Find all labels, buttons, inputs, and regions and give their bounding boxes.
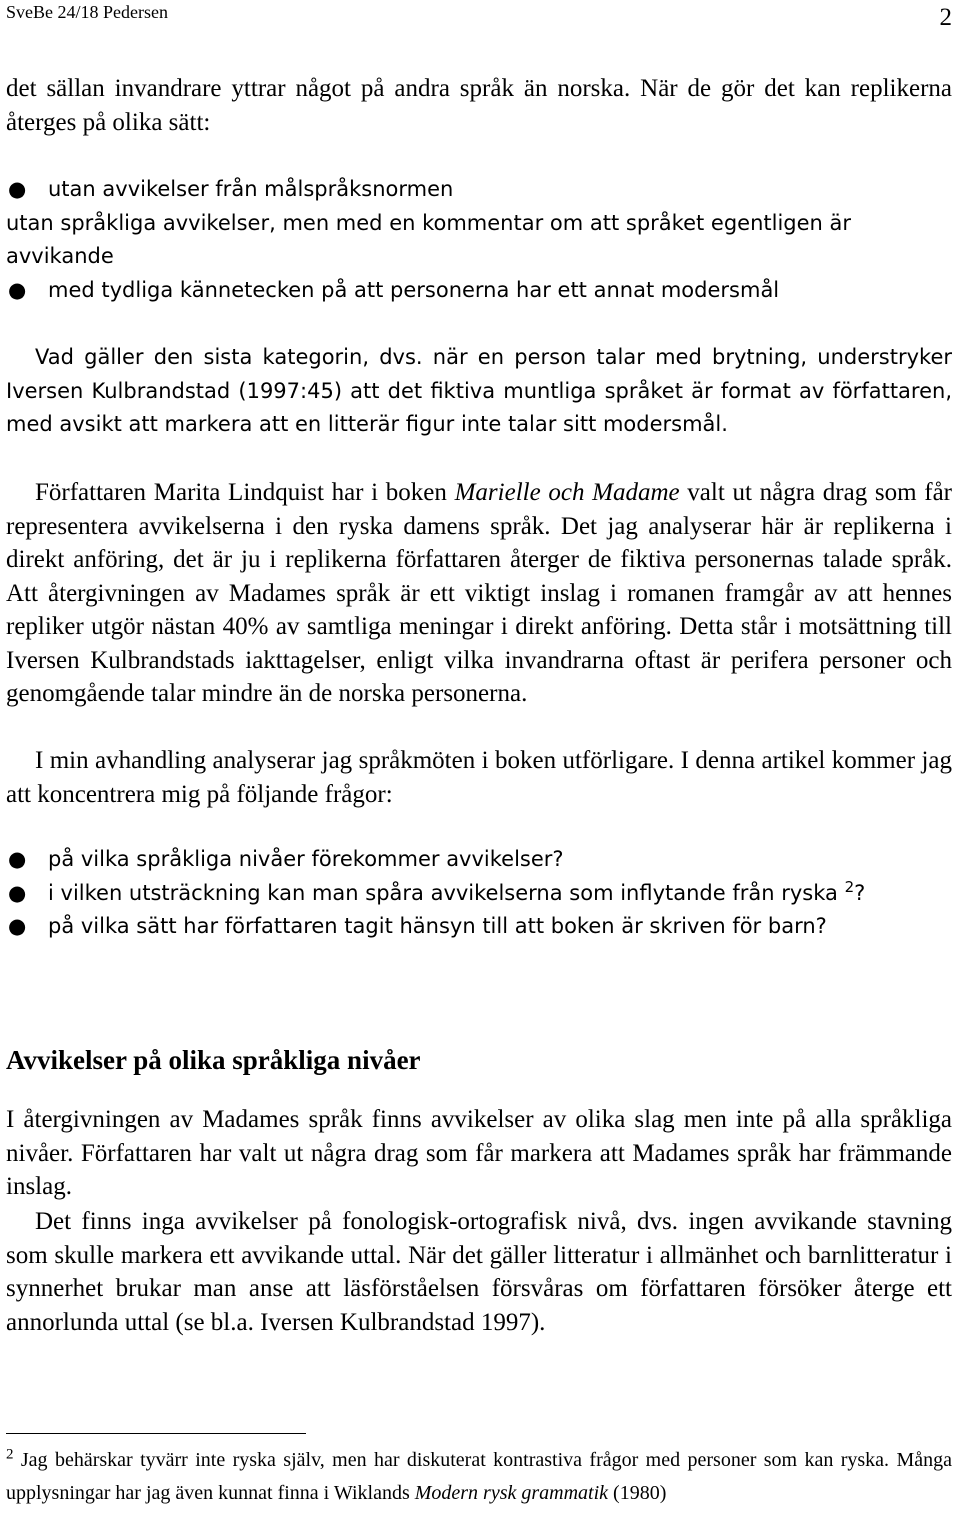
bullet-icon: ●: [8, 277, 27, 302]
list-item: [6, 843, 952, 877]
footnote: [6, 1444, 952, 1510]
paragraph-thesis: I min avhandling analyserar jag språkmöten i boken utförligare. I denna artikel kommer jag att koncentrera mig på följande frågor:: [6, 747, 952, 808]
page-number: 2: [939, 4, 952, 31]
question-list: [6, 843, 952, 944]
list-item: [6, 274, 952, 308]
paragraph-text: valt ut några drag som får representera avvikelserna i den ryska damens språk. Det jag analyserar här är replikerna i direkt anföring, det är ju i replikerna författaren återger de fiktiva personernas talade språk. Att återgivningen av Madames språk är ett viktigt inslag i romanen framgår av att hennes repliker utgör nästan 40% av samtliga meningar i direkt anföring. Detta står i motsättning till Iversen Kulbrandstads iakttagelser, enligt vilka invandrarna oftast är perifera personer och genomgående talar mindre än de norska personerna.: [6, 479, 953, 707]
list-item: [0, 207, 952, 274]
list-item: [6, 910, 952, 944]
intro-paragraph: det sällan invandrare yttrar något på andra språk än norska. När de gör det kan replikerna återges på olika sätt:: [6, 75, 952, 136]
paragraph-text: Författaren Marita Lindquist har i boken: [35, 479, 455, 506]
footnote-reference: 2: [844, 877, 855, 896]
paragraph-fonologisk: Det finns inga avvikelser på fonologisk-ortografisk nivå, dvs. ingen avvikande stavning som skulle markera ett avvikande uttal. När det gäller litteratur i allmänhet och barnlitteratur i synnerhet brukar man anse att läsförståelsen försvåras om författaren försöker återge ett annorlunda uttal (se bl.a. Iversen Kulbrandstad 1997).: [6, 1208, 952, 1336]
list-item-text: i vilken utsträckning kan man spåra avvikelserna som inflytande från ryska: [48, 880, 838, 905]
list-item: [6, 877, 952, 911]
book-title: Marielle och Madame: [454, 479, 680, 506]
footnote-divider: [6, 1433, 306, 1434]
bullet-icon: ●: [8, 177, 27, 201]
footnote-text: (1980): [608, 1482, 667, 1504]
running-header: SveBe 24/18 Pedersen: [6, 2, 168, 22]
bullet-icon: ●: [8, 914, 27, 938]
section-heading: Avvikelser på olika språkliga nivåer: [6, 1045, 421, 1075]
footnote-text: Jag behärskar tyvärr inte ryska själv, men har diskuterat kontrastiva frågor med personer som kan ryska. Många upplysningar har jag även kunnat finna i Wiklands: [6, 1449, 952, 1504]
bullet-icon: ●: [8, 880, 27, 905]
footnote-number: 2: [6, 1446, 14, 1463]
list-item-text: på vilka sätt har författaren tagit hänsyn till att boken är skriven för barn?: [48, 914, 827, 938]
paragraph-category: Vad gäller den sista kategorin, dvs. när en person talar med brytning, understryker Iversen Kulbrandstad (1997:45) att det fiktiva muntliga språket är format av författaren, med avsikt att markera att en litterär figur inte talar sitt modersmål.: [6, 345, 952, 436]
list-item-text: på vilka språkliga nivåer förekommer avvikelser?: [48, 847, 564, 871]
list-item-text: utan språkliga avvikelser, men med en kommentar om att språket egentligen är avvikande: [6, 210, 852, 268]
list-item-text: med tydliga kännetecken på att personerna har ett annat modersmål: [48, 277, 780, 302]
bullet-icon: ●: [8, 847, 27, 871]
list-item-text: utan avvikelser från målspråksnormen: [48, 177, 454, 201]
paragraph-avvikelser: I återgivningen av Madames språk finns avvikelser av olika slag men inte på alla språkliga nivåer. Författaren har valt ut några drag som får markera att Madames språk har främmande inslag.: [6, 1106, 952, 1200]
list-item-text: ?: [854, 880, 866, 905]
footnote-book-title: Modern rysk grammatik: [414, 1482, 609, 1504]
paragraph-lindquist: [6, 476, 952, 711]
list-item: [6, 173, 952, 207]
category-list: [6, 173, 952, 307]
